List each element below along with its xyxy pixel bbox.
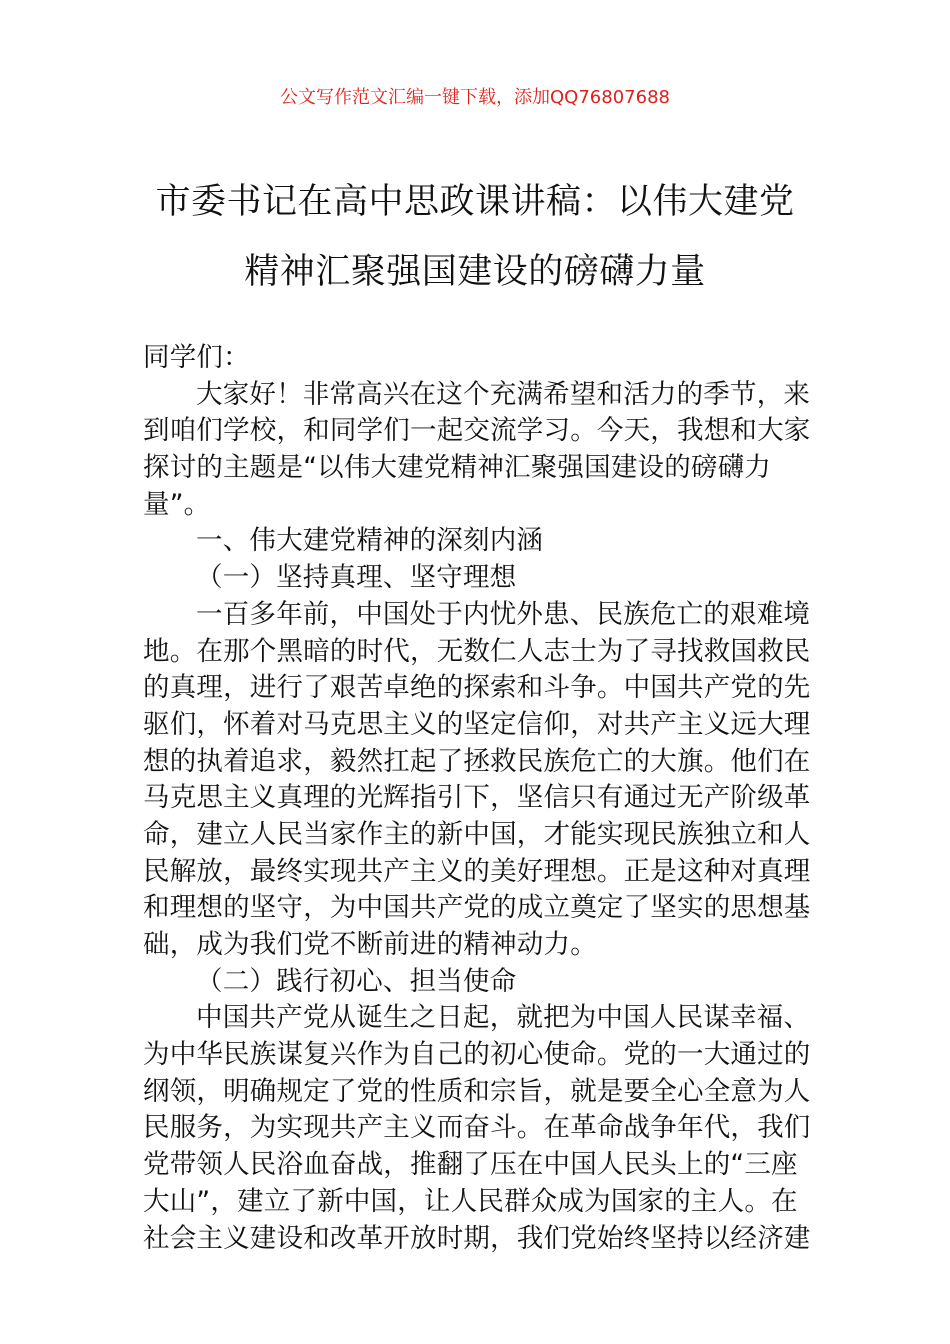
paragraph-line: 纲领，明确规定了党的性质和宗旨，就是要全心全意为人 <box>143 1075 811 1107</box>
subsection-heading: （一）坚持真理、坚守理想 <box>196 562 517 594</box>
paragraph-line: 民服务，为实现共产主义而奋斗。在革命战争年代，我们 <box>143 1112 811 1144</box>
paragraph-line: 大家好！非常高兴在这个充满希望和活力的季节，来 <box>196 378 811 410</box>
salutation: 同学们： <box>143 342 250 373</box>
document-body <box>143 340 823 1257</box>
paragraph-line: 马克思主义真理的光辉指引下，坚信只有通过无产阶级革 <box>143 782 811 814</box>
paragraph-line: 地。在那个黑暗的时代，无数仁人志士为了寻找救国救民 <box>143 635 811 667</box>
paragraph-line: 党带领人民浴血奋战，推翻了压在中国人民头上的“三座 <box>143 1149 798 1181</box>
download-banner: 公文写作范文汇编一键下载，添加QQ76807688 <box>280 87 670 108</box>
paragraph-line: 探讨的主题是“以伟大建党精神汇聚强国建设的磅礴力 <box>143 452 772 484</box>
document-title-line-1: 市委书记在高中思政课讲稿：以伟大建党 <box>155 182 795 222</box>
paragraph-line: 民解放，最终实现共产主义的美好理想。正是这种对真理 <box>143 855 811 887</box>
subsection-heading: （二）践行初心、担当使命 <box>196 965 517 997</box>
paragraph-line: 到咱们学校，和同学们一起交流学习。今天，我想和大家 <box>143 415 811 447</box>
document-title-line-2: 精神汇聚强国建设的磅礴力量 <box>244 252 706 292</box>
paragraph-line: 一百多年前，中国处于内忧外患、民族危亡的艰难境 <box>196 598 811 630</box>
paragraph-line: 量”。 <box>143 488 211 520</box>
section-heading: 一、伟大建党精神的深刻内涵 <box>196 525 544 557</box>
paragraph-line: 中国共产党从诞生之日起，就把为中国人民谋幸福、 <box>196 1002 811 1034</box>
paragraph-line: 的真理，进行了艰苦卓绝的探索和斗争。中国共产党的先 <box>143 672 811 704</box>
paragraph-line: 命，建立人民当家作主的新中国，才能实现民族独立和人 <box>143 818 811 850</box>
paragraph-line: 想的执着追求，毅然扛起了拯救民族危亡的大旗。他们在 <box>143 745 811 777</box>
paragraph-line: 社会主义建设和改革开放时期，我们党始终坚持以经济建 <box>143 1222 811 1254</box>
paragraph-line: 础，成为我们党不断前进的精神动力。 <box>143 929 597 960</box>
paragraph-line: 和理想的坚守，为中国共产党的成立奠定了坚实的思想基 <box>143 892 811 924</box>
paragraph-line: 驱们，怀着对马克思主义的坚定信仰，对共产主义远大理 <box>143 708 811 740</box>
paragraph-line: 为中华民族谋复兴作为自己的初心使命。党的一大通过的 <box>143 1039 811 1071</box>
paragraph-line: 大山”，建立了新中国，让人民群众成为国家的主人。在 <box>143 1185 798 1217</box>
